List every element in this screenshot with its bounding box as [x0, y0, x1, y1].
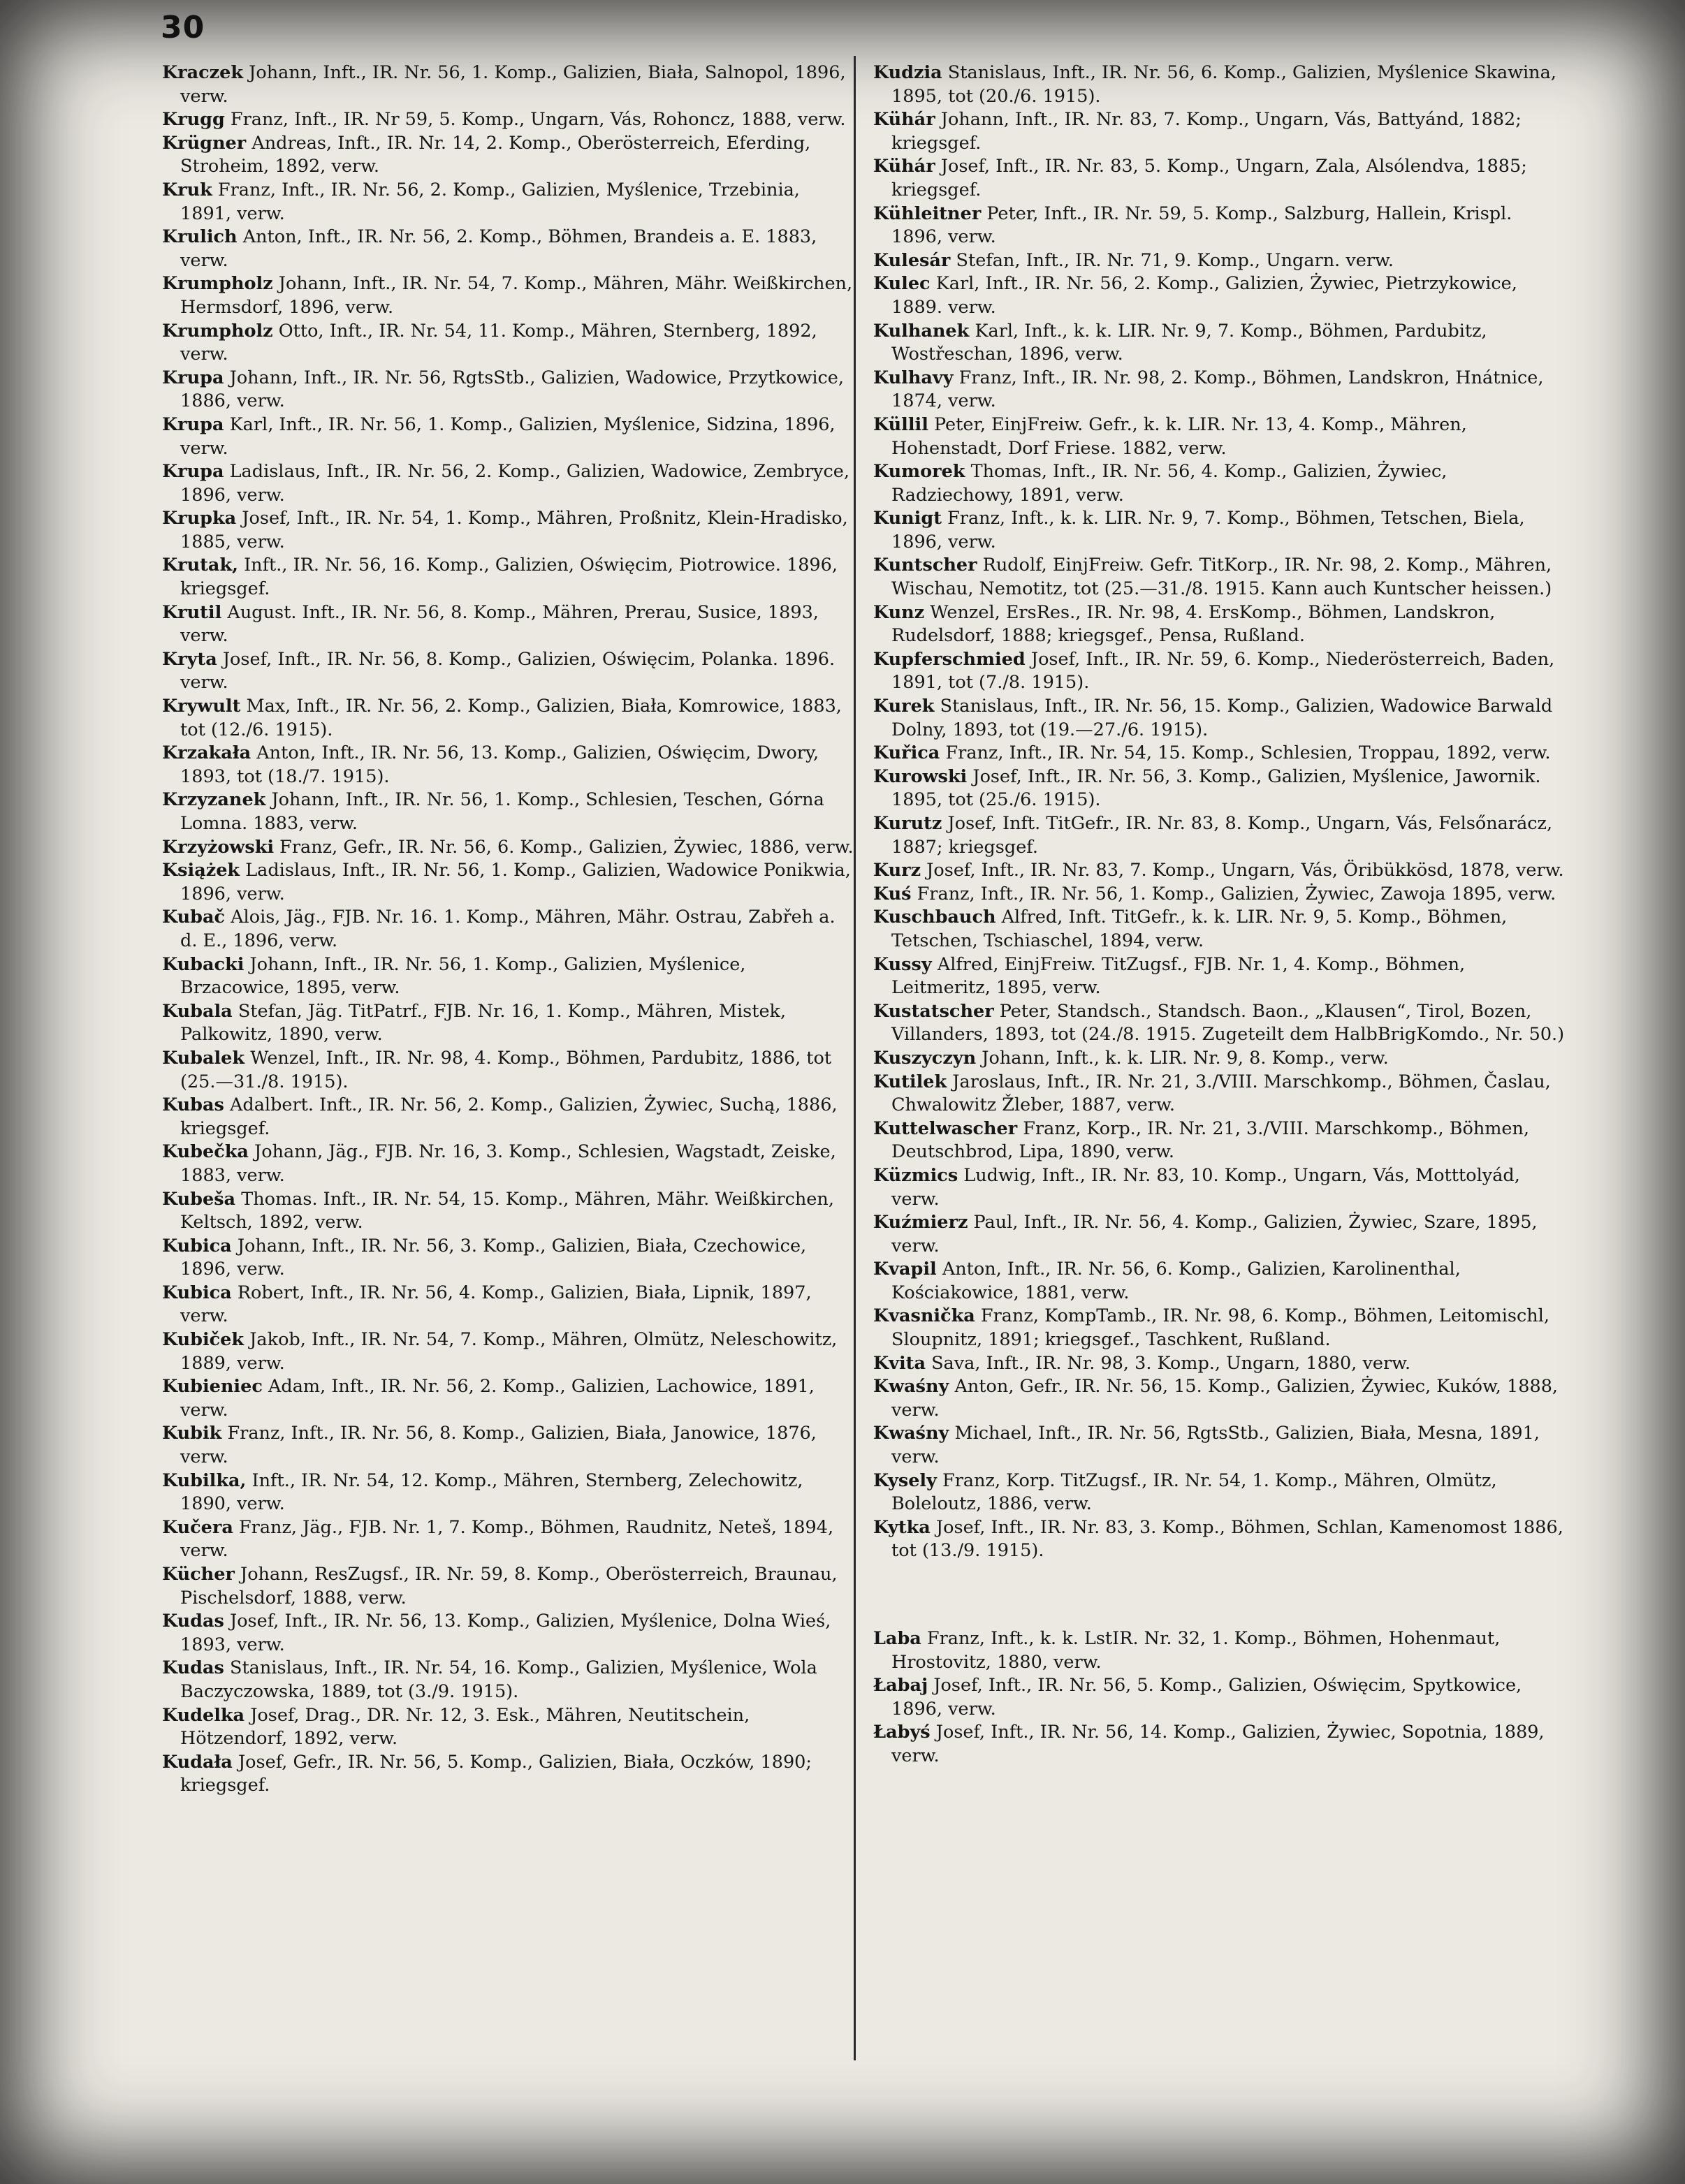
entry-surname: Kwaśny — [873, 1376, 949, 1398]
entry-details: Josef, Inft., IR. Nr. 83, 7. Komp., Ungarn, Vás, Öribükkösd, 1878, verw. — [926, 860, 1564, 881]
list-item — [162, 836, 854, 860]
entry-surname: Łabyś — [873, 1722, 931, 1743]
list-item — [162, 695, 854, 742]
entry-details: Franz, Inft., k. k. LIR. Nr. 9, 7. Komp., Böhmen, Tetschen, Biela, 1896, verw. — [891, 508, 1525, 552]
entry-details: Josef, Inft., IR. Nr. 56, 5. Komp., Galizien, Oświęcim, Spytkowice, 1896, verw. — [891, 1675, 1522, 1720]
entry-details: Jaroslaus, Inft., IR. Nr. 21, 3./VIII. Marschkomp., Böhmen, Časlau, Chwalowitz Žleber, 1887, verw. — [891, 1071, 1551, 1116]
entry-surname: Kubacki — [162, 953, 245, 975]
entry-surname: Kubilka, — [162, 1470, 247, 1491]
entry-surname: Kvasnička — [873, 1305, 975, 1327]
entry-details: Franz, Inft., IR. Nr. 56, 2. Komp., Galizien, Myślenice, Trzebinia, 1891, verw. — [180, 179, 800, 224]
entry-details: Franz, Gefr., IR. Nr. 56, 6. Komp., Galizien, Żywiec, 1886, verw. — [279, 836, 854, 858]
entry-surname: Krywult — [162, 696, 241, 717]
list-item — [162, 272, 854, 319]
entry-details: Johann, Inft., IR. Nr. 56, 1. Komp., Galizien, Biała, Salnopol, 1896, verw. — [180, 62, 846, 107]
entry-surname: Kühleitner — [873, 203, 982, 224]
list-item — [873, 1627, 1565, 1674]
list-item — [873, 507, 1565, 554]
entry-surname: Krzakała — [162, 742, 251, 764]
entry-surname: Krugg — [162, 109, 225, 131]
entry-details: Max, Inft., IR. Nr. 56, 2. Komp., Galizien, Biała, Komrowice, 1883, tot (12./6. 1915). — [180, 696, 842, 740]
entry-details: Otto, Inft., IR. Nr. 54, 11. Komp., Mähren, Sternberg, 1892, verw. — [180, 320, 817, 365]
list-item — [162, 1094, 854, 1141]
entry-details: Anton, Inft., IR. Nr. 56, 2. Komp., Böhmen, Brandeis a. E. 1883, verw. — [180, 226, 817, 271]
entry-details: Franz, Inft., k. k. LstIR. Nr. 32, 1. Komp., Böhmen, Hohenmaut, Hrostovitz, 1880, verw. — [891, 1628, 1501, 1673]
entry-surname: Kupferschmied — [873, 648, 1026, 670]
list-item — [873, 1305, 1565, 1351]
entry-details: Franz, KompTamb., IR. Nr. 98, 6. Komp., Böhmen, Leitomischl, Sloupnitz, 1891; kriegsgef., Taschkent, Rußland. — [891, 1305, 1549, 1351]
entry-details: Inft., IR. Nr. 56, 16. Komp., Galizien, Oświęcim, Piotrowice. 1896, kriegsgef. — [180, 555, 838, 600]
list-item — [162, 1328, 854, 1375]
entry-details: Johann, Inft., k. k. LIR. Nr. 9, 8. Komp., verw. — [982, 1047, 1389, 1069]
entry-details: Alois, Jäg., FJB. Nr. 16. 1. Komp., Mähren, Mähr. Ostrau, Zabřeh a. d. E., 1896, verw. — [180, 907, 836, 951]
entry-surname: Krutak, — [162, 555, 238, 576]
entry-surname: Kustatscher — [873, 1000, 994, 1022]
entry-surname: Kunigt — [873, 508, 942, 529]
entry-surname: Kvita — [873, 1352, 926, 1374]
list-item — [162, 367, 854, 413]
list-item — [873, 648, 1565, 695]
entry-surname: Kuntscher — [873, 555, 977, 576]
entry-surname: Krupa — [162, 461, 224, 483]
entry-details: Franz, Inft., IR. Nr. 54, 15. Komp., Schlesien, Troppau, 1892, verw. — [945, 742, 1551, 764]
list-item — [162, 789, 854, 835]
list-item — [873, 554, 1565, 601]
list-item — [162, 61, 854, 108]
list-item — [873, 413, 1565, 460]
entry-details: Franz, Jäg., FJB. Nr. 1, 7. Komp., Böhmen, Raudnitz, Neteš, 1894, verw. — [180, 1516, 834, 1562]
entry-surname: Krumpholz — [162, 320, 273, 342]
list-item — [873, 203, 1565, 249]
list-item — [873, 695, 1565, 742]
list-item — [162, 108, 854, 132]
entry-surname: Kučera — [162, 1516, 233, 1538]
entry-details: Stefan, Jäg. TitPatrf., FJB. Nr. 16, 1. Komp., Mähren, Mistek, Palkowitz, 1890, verw. — [180, 1000, 787, 1046]
entry-details: Josef, Inft., IR. Nr. 56, 13. Komp., Galizien, Myślenice, Dolna Wieś, 1893, verw. — [180, 1611, 831, 1655]
entry-details: Stanislaus, Inft., IR. Nr. 54, 16. Komp., Galizien, Myślenice, Wola Baczyczowska, 1889, tot (3./9. 1915). — [180, 1657, 817, 1702]
entry-details: August. Inft., IR. Nr. 56, 8. Komp., Mähren, Prerau, Susice, 1893, verw. — [180, 601, 819, 647]
list-item — [162, 1610, 854, 1657]
entry-details: Ladislaus, Inft., IR. Nr. 56, 1. Komp., Galizien, Wadowice Ponikwia, 1896, verw. — [180, 860, 851, 904]
entry-surname: Krzyzanek — [162, 789, 266, 811]
list-item — [873, 1258, 1565, 1305]
list-item — [162, 179, 854, 226]
entry-details: Stefan, Inft., IR. Nr. 71, 9. Komp., Ungarn. verw. — [956, 249, 1394, 271]
entry-surname: Küzmics — [873, 1164, 958, 1186]
entry-surname: Kuřica — [873, 742, 940, 764]
entry-details: Karl, Inft., k. k. LIR. Nr. 9, 7. Komp., Böhmen, Pardubitz, Wostřeschan, 1896, verw. — [891, 320, 1487, 365]
list-item — [873, 1117, 1565, 1164]
list-item — [162, 1563, 854, 1610]
section-gap — [873, 1563, 1565, 1627]
entry-details: Stanislaus, Inft., IR. Nr. 56, 6. Komp., Galizien, Myślenice Skawina, 1895, tot (20./6. 1915). — [891, 62, 1556, 107]
entry-details: Alfred, EinjFreiw. TitZugsf., FJB. Nr. 1, 4. Komp., Böhmen, Leitmeritz, 1895, verw. — [891, 953, 1466, 999]
entry-surname: Kurowski — [873, 765, 968, 787]
entry-details: Johann, Jäg., FJB. Nr. 16, 3. Komp., Schlesien, Wagstadt, Zeiske, 1883, verw. — [180, 1141, 836, 1186]
entry-details: Johann, Inft., IR. Nr. 56, RgtsStb., Galizien, Wadowice, Przytkowice, 1886, verw. — [180, 367, 844, 412]
list-item — [162, 648, 854, 695]
entry-surname: Krumpholz — [162, 273, 273, 295]
list-item — [162, 554, 854, 601]
entry-details: Thomas. Inft., IR. Nr. 54, 15. Komp., Mähren, Mähr. Weißkirchen, Keltsch, 1892, verw. — [180, 1188, 834, 1233]
entry-details: Johann, Inft., IR. Nr. 56, 1. Komp., Schlesien, Teschen, Górna Lomna. 1883, verw. — [180, 789, 824, 834]
column-divider — [854, 56, 856, 2060]
entry-surname: Kudas — [162, 1611, 224, 1632]
list-item — [873, 953, 1565, 1000]
right-column — [873, 61, 1565, 1768]
list-item — [162, 1282, 854, 1328]
entry-surname: Książek — [162, 860, 240, 881]
list-item — [162, 1375, 854, 1422]
entry-surname: Kussy — [873, 953, 932, 975]
entry-details: Josef, Gefr., IR. Nr. 56, 5. Komp., Galizien, Biała, Oczków, 1890; kriegsgef. — [180, 1751, 812, 1796]
entry-surname: Kurutz — [873, 813, 942, 834]
list-item — [873, 1164, 1565, 1211]
entry-surname: Kruk — [162, 179, 212, 200]
entry-details: Paul, Inft., IR. Nr. 56, 4. Komp., Galizien, Żywiec, Szare, 1895, verw. — [891, 1212, 1538, 1256]
list-item — [162, 132, 854, 179]
entry-surname: Krulich — [162, 226, 238, 248]
entry-surname: Kulhavy — [873, 367, 954, 388]
entry-surname: Kubalek — [162, 1047, 245, 1069]
entry-details: Johann, ResZugsf., IR. Nr. 59, 8. Komp., Oberösterreich, Braunau, Pischelsdorf, 1888, verw. — [180, 1564, 838, 1608]
entry-details: Josef, Drag., DR. Nr. 12, 3. Esk., Mähren, Neutitschein, Hötzendorf, 1892, verw. — [180, 1704, 750, 1750]
entry-surname: Kubala — [162, 1000, 233, 1022]
entry-details: Peter, Standsch., Standsch. Baon., „Klausen“, Tirol, Bozen, Villanders, 1893, tot (24./8. 1915. Zugeteilt dem HalbBrigKomdo., Nr. 50.) — [891, 1000, 1565, 1046]
entry-surname: Kuś — [873, 883, 912, 904]
list-item — [873, 906, 1565, 953]
entry-details: Adalbert. Inft., IR. Nr. 56, 2. Komp., Galizien, Żywiec, Suchą, 1886, kriegsgef. — [180, 1094, 838, 1139]
entry-surname: Kubica — [162, 1235, 232, 1256]
list-item — [873, 1516, 1565, 1563]
list-item — [162, 859, 854, 906]
entry-details: Michael, Inft., IR. Nr. 56, RgtsStb., Galizien, Biała, Mesna, 1891, verw. — [891, 1423, 1540, 1468]
list-item — [162, 1751, 854, 1798]
entry-details: Wenzel, ErsRes., IR. Nr. 98, 4. ErsKomp., Böhmen, Landskron, Rudelsdorf, 1888; kriegsgef., Pensa, Rußland. — [891, 601, 1496, 647]
entry-details: Josef, Inft. TitGefr., IR. Nr. 83, 8. Komp., Ungarn, Vás, Felsőnarácz, 1887; kriegsgef. — [891, 813, 1553, 858]
entry-surname: Kurz — [873, 860, 921, 881]
entry-details: Josef, Inft., IR. Nr. 54, 1. Komp., Mähren, Proßnitz, Klein-Hradisko, 1885, verw. — [180, 508, 848, 552]
left-column — [162, 61, 854, 1798]
list-item — [873, 272, 1565, 319]
entry-surname: Kutilek — [873, 1071, 947, 1092]
list-item — [162, 1188, 854, 1235]
entry-surname: Kubiček — [162, 1329, 245, 1351]
entry-details: Anton, Inft., IR. Nr. 56, 6. Komp., Galizien, Karolinenthal, Kościakowice, 1881, verw. — [891, 1259, 1461, 1303]
list-item — [873, 1674, 1565, 1721]
list-item — [162, 1516, 854, 1563]
entry-surname: Łabaj — [873, 1675, 928, 1696]
entry-surname: Kunz — [873, 601, 925, 623]
entry-details: Franz, Inft., IR. Nr. 56, 8. Komp., Galizien, Biała, Janowice, 1876, verw. — [180, 1423, 817, 1468]
entry-surname: Kubica — [162, 1282, 232, 1303]
entry-surname: Küllil — [873, 413, 928, 435]
entry-surname: Kumorek — [873, 461, 965, 483]
entry-details: Anton, Inft., IR. Nr. 56, 13. Komp., Galizien, Oświęcim, Dwory, 1893, tot (18./7. 1915). — [180, 742, 819, 787]
entry-surname: Kulesár — [873, 249, 951, 271]
list-item — [873, 883, 1565, 907]
entry-details: Franz, Inft., IR. Nr. 56, 1. Komp., Galizien, Żywiec, Zawoja 1895, verw. — [917, 883, 1556, 904]
entry-surname: Kühár — [873, 109, 935, 131]
list-item — [162, 742, 854, 789]
entry-details: Johann, Inft., IR. Nr. 56, 1. Komp., Galizien, Myślenice, Brzacowice, 1895, verw. — [180, 953, 746, 999]
entry-surname: Kubik — [162, 1423, 222, 1444]
entry-surname: Kuszyczyn — [873, 1047, 977, 1069]
entry-surname: Kubas — [162, 1094, 224, 1116]
entry-details: Robert, Inft., IR. Nr. 56, 4. Komp., Galizien, Biała, Lipnik, 1897, verw. — [180, 1282, 812, 1327]
entry-surname: Kubečka — [162, 1141, 249, 1163]
entry-surname: Kubeša — [162, 1188, 236, 1210]
entry-surname: Kücher — [162, 1564, 235, 1585]
list-item — [162, 1470, 854, 1516]
list-item — [873, 1721, 1565, 1768]
entry-surname: Kudzia — [873, 62, 942, 83]
list-item — [162, 226, 854, 272]
entry-surname: Kysely — [873, 1470, 937, 1491]
entry-surname: Kulhanek — [873, 320, 970, 342]
list-item — [873, 320, 1565, 367]
list-item — [162, 1704, 854, 1751]
list-item — [873, 108, 1565, 155]
list-item — [162, 906, 854, 953]
entry-details: Peter, Inft., IR. Nr. 59, 5. Komp., Salzburg, Hallein, Krispl. 1896, verw. — [891, 203, 1512, 248]
entry-surname: Kuttelwascher — [873, 1117, 1018, 1139]
entry-surname: Kraczek — [162, 62, 244, 83]
entry-surname: Kubieniec — [162, 1376, 263, 1398]
list-item — [162, 460, 854, 507]
entry-details: Andreas, Inft., IR. Nr. 14, 2. Komp., Oberösterreich, Eferding, Stroheim, 1892, verw. — [180, 132, 811, 177]
entry-surname: Kytka — [873, 1516, 931, 1538]
list-item — [162, 953, 854, 1000]
entry-details: Thomas, Inft., IR. Nr. 56, 4. Komp., Galizien, Żywiec, Radziechowy, 1891, verw. — [891, 461, 1447, 506]
entry-details: Karl, Inft., IR. Nr. 56, 2. Komp., Galizien, Żywiec, Pietrzykowice, 1889. verw. — [891, 273, 1517, 318]
entry-surname: Kryta — [162, 648, 217, 670]
entry-details: Josef, Inft., IR. Nr. 59, 6. Komp., Niederösterreich, Baden, 1891, tot (7./8. 1915). — [891, 648, 1555, 694]
entry-details: Adam, Inft., IR. Nr. 56, 2. Komp., Galizien, Lachowice, 1891, verw. — [180, 1376, 815, 1421]
entry-surname: Krupa — [162, 367, 224, 388]
list-item — [873, 1000, 1565, 1047]
entry-details: Franz, Inft., IR. Nr. 98, 2. Komp., Böhmen, Landskron, Hnátnice, 1874, verw. — [891, 367, 1544, 412]
entry-surname: Krupa — [162, 413, 224, 435]
entry-details: Franz, Korp. TitZugsf., IR. Nr. 54, 1. Komp., Mähren, Olmütz, Boleloutz, 1886, verw. — [891, 1470, 1497, 1515]
list-item — [162, 1235, 854, 1282]
entry-details: Josef, Inft., IR. Nr. 56, 8. Komp., Galizien, Oświęcim, Polanka. 1896. verw. — [180, 648, 836, 694]
entry-surname: Krzyżowski — [162, 836, 275, 858]
entry-details: Inft., IR. Nr. 54, 12. Komp., Mähren, Sternberg, Zelechowitz, 1890, verw. — [180, 1470, 803, 1515]
list-item — [873, 1470, 1565, 1516]
entry-details: Josef, Inft., IR. Nr. 83, 5. Komp., Ungarn, Zala, Alsólendva, 1885; kriegsgef. — [891, 156, 1527, 200]
list-item — [873, 1047, 1565, 1071]
entry-surname: Kurek — [873, 696, 935, 717]
list-item — [873, 742, 1565, 765]
list-item — [873, 367, 1565, 413]
entry-surname: Kudelka — [162, 1704, 245, 1726]
entry-details: Ludwig, Inft., IR. Nr. 83, 10. Komp., Ungarn, Vás, Motttolyád, verw. — [891, 1164, 1520, 1210]
entry-details: Johann, Inft., IR. Nr. 54, 7. Komp., Mähren, Mähr. Weißkirchen, Hermsdorf, 1896, verw. — [180, 273, 853, 318]
list-item — [873, 765, 1565, 812]
list-item — [873, 1352, 1565, 1376]
entry-surname: Krupka — [162, 508, 237, 529]
list-item — [162, 601, 854, 648]
list-item — [873, 61, 1565, 108]
list-item — [162, 320, 854, 367]
entry-details: Ladislaus, Inft., IR. Nr. 56, 2. Komp., Galizien, Wadowice, Zembryce, 1896, verw. — [180, 461, 849, 506]
entry-details: Anton, Gefr., IR. Nr. 56, 15. Komp., Galizien, Żywiec, Kuków, 1888, verw. — [891, 1376, 1559, 1421]
entry-surname: Kudas — [162, 1657, 224, 1679]
list-item — [873, 1375, 1565, 1422]
entry-details: Alfred, Inft. TitGefr., k. k. LIR. Nr. 9, 5. Komp., Böhmen, Tetschen, Tschiaschel, 1894, verw. — [891, 907, 1508, 951]
list-item — [873, 1071, 1565, 1117]
entry-surname: Kudała — [162, 1751, 233, 1773]
list-item — [873, 460, 1565, 507]
entry-details: Josef, Inft., IR. Nr. 56, 3. Komp., Galizien, Myślenice, Jawornik. 1895, tot (25./6. 1915). — [891, 765, 1541, 811]
list-item — [873, 601, 1565, 648]
list-item — [162, 507, 854, 554]
list-item — [873, 249, 1565, 273]
entry-details: Peter, EinjFreiw. Gefr., k. k. LIR. Nr. 13, 4. Komp., Mähren, Hohenstadt, Dorf Friese. 1882, verw. — [891, 413, 1467, 459]
entry-surname: Laba — [873, 1628, 921, 1649]
entry-details: Stanislaus, Inft., IR. Nr. 56, 15. Komp., Galizien, Wadowice Barwald Dolny, 1893, tot (19.—27./6. 1915). — [891, 696, 1553, 740]
entry-surname: Kuschbauch — [873, 907, 996, 928]
list-item — [162, 1000, 854, 1047]
entry-details: Josef, Inft., IR. Nr. 56, 14. Komp., Galizien, Żywiec, Sopotnia, 1889, verw. — [891, 1722, 1545, 1766]
entry-details: Johann, Inft., IR. Nr. 56, 3. Komp., Galizien, Biała, Czechowice, 1896, verw. — [180, 1235, 807, 1280]
entry-surname: Krügner — [162, 132, 247, 154]
entry-surname: Kulec — [873, 273, 931, 295]
list-item — [873, 1422, 1565, 1469]
page-number: 30 — [161, 10, 205, 45]
list-item — [873, 155, 1565, 202]
entry-surname: Kwaśny — [873, 1423, 949, 1444]
entry-surname: Kvapil — [873, 1259, 937, 1280]
list-item — [162, 1657, 854, 1703]
entry-details: Johann, Inft., IR. Nr. 83, 7. Komp., Ungarn, Vás, Battyánd, 1882; kriegsgef. — [891, 109, 1522, 154]
list-item — [873, 1211, 1565, 1258]
list-item — [162, 1422, 854, 1469]
entry-details: Jakob, Inft., IR. Nr. 54, 7. Komp., Mähren, Olmütz, Neleschowitz, 1889, verw. — [180, 1329, 838, 1374]
entry-details: Wenzel, Inft., IR. Nr. 98, 4. Komp., Böhmen, Pardubitz, 1886, tot (25.—31./8. 1915). — [180, 1047, 832, 1092]
entry-details: Franz, Inft., IR. Nr 59, 5. Komp., Ungarn, Vás, Rohoncz, 1888, verw. — [230, 109, 846, 131]
list-item — [873, 859, 1565, 883]
list-item — [162, 1047, 854, 1094]
list-item — [162, 1141, 854, 1187]
entry-surname: Krutil — [162, 601, 222, 623]
entry-surname: Kühár — [873, 156, 935, 177]
entry-surname: Kuźmierz — [873, 1212, 968, 1233]
entry-details: Josef, Inft., IR. Nr. 83, 3. Komp., Böhmen, Schlan, Kamenomost 1886, tot (13./9. 1915). — [891, 1516, 1563, 1562]
entry-details: Sava, Inft., IR. Nr. 98, 3. Komp., Ungarn, 1880, verw. — [931, 1352, 1411, 1374]
entry-surname: Kubač — [162, 907, 226, 928]
list-item — [873, 812, 1565, 859]
list-item — [162, 413, 854, 460]
entry-details: Rudolf, EinjFreiw. Gefr. TitKorp., IR. Nr. 98, 2. Komp., Mähren, Wischau, Nemotitz, tot (25.—31./8. 1915. Kann auch Kuntscher heissen.) — [891, 555, 1552, 600]
entry-details: Karl, Inft., IR. Nr. 56, 1. Komp., Galizien, Myślenice, Sidzina, 1896, verw. — [180, 413, 836, 459]
entry-details: Franz, Korp., IR. Nr. 21, 3./VIII. Marschkomp., Böhmen, Deutschbrod, Lipa, 1890, verw. — [891, 1117, 1530, 1163]
